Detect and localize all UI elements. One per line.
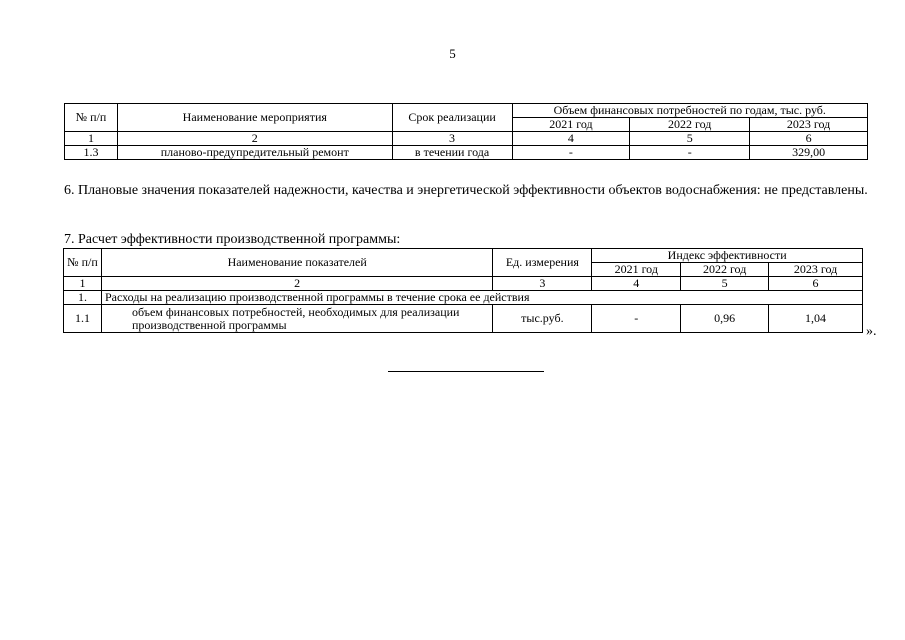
header-name: Наименование показателей	[101, 249, 492, 277]
index-cell: 1	[65, 132, 118, 146]
page-number: 5	[449, 46, 456, 61]
index-cell: 1	[64, 277, 102, 291]
header-term: Срок реализации	[392, 104, 512, 132]
header-year: 2023 год	[769, 263, 863, 277]
index-cell: 5	[681, 277, 769, 291]
index-cell: 3	[493, 277, 592, 291]
row-term: в течении года	[392, 146, 512, 160]
index-cell: 2	[101, 277, 492, 291]
index-cell: 5	[630, 132, 750, 146]
index-cell: 6	[750, 132, 868, 146]
header-year: 2022 год	[630, 118, 750, 132]
section7-title: 7. Расчет эффективности производственной программы:	[64, 232, 401, 247]
row-num: 1.1	[64, 305, 102, 333]
row-name: объем финансовых потребностей, необходимых для реализации производственной программы	[101, 305, 492, 333]
index-cell: 4	[512, 132, 630, 146]
table-row	[65, 146, 868, 160]
index-cell: 3	[392, 132, 512, 146]
divider-line	[388, 371, 544, 372]
header-year: 2021 год	[592, 263, 681, 277]
row-unit: тыс.руб.	[493, 305, 592, 333]
row-name: планово-предупредительный ремонт	[117, 146, 392, 160]
row-value: 329,00	[750, 146, 868, 160]
index-row	[65, 132, 868, 146]
header-year: 2021 год	[512, 118, 630, 132]
group-num: 1.	[64, 291, 102, 305]
index-cell: 6	[769, 277, 863, 291]
row-value: -	[630, 146, 750, 160]
group-row	[64, 291, 863, 305]
index-cell: 2	[117, 132, 392, 146]
row-num: 1.3	[65, 146, 118, 160]
group-title: Расходы на реализацию производственной программы в течение срока ее действия	[101, 291, 862, 305]
row-value: 0,96	[681, 305, 769, 333]
closing-quote: ».	[866, 324, 877, 339]
index-cell: 4	[592, 277, 681, 291]
row-value: 1,04	[769, 305, 863, 333]
index-row	[64, 277, 863, 291]
row-value: -	[512, 146, 630, 160]
efficiency-table	[63, 248, 863, 333]
header-unit: Ед. измерения	[493, 249, 592, 277]
header-year: 2022 год	[681, 263, 769, 277]
header-volume: Объем финансовых потребностей по годам, тыс. руб.	[512, 104, 868, 118]
header-year: 2023 год	[750, 118, 868, 132]
financial-needs-table	[64, 103, 868, 160]
header-num: № п/п	[64, 249, 102, 277]
header-name: Наименование мероприятия	[117, 104, 392, 132]
header-index: Индекс эффективности	[592, 249, 863, 263]
table-row	[64, 305, 863, 333]
section6-text: 6. Плановые значения показателей надежности, качества и энергетической эффективности объектов водоснабжения: не представлены.	[64, 183, 868, 198]
header-num: № п/п	[65, 104, 118, 132]
row-value: -	[592, 305, 681, 333]
